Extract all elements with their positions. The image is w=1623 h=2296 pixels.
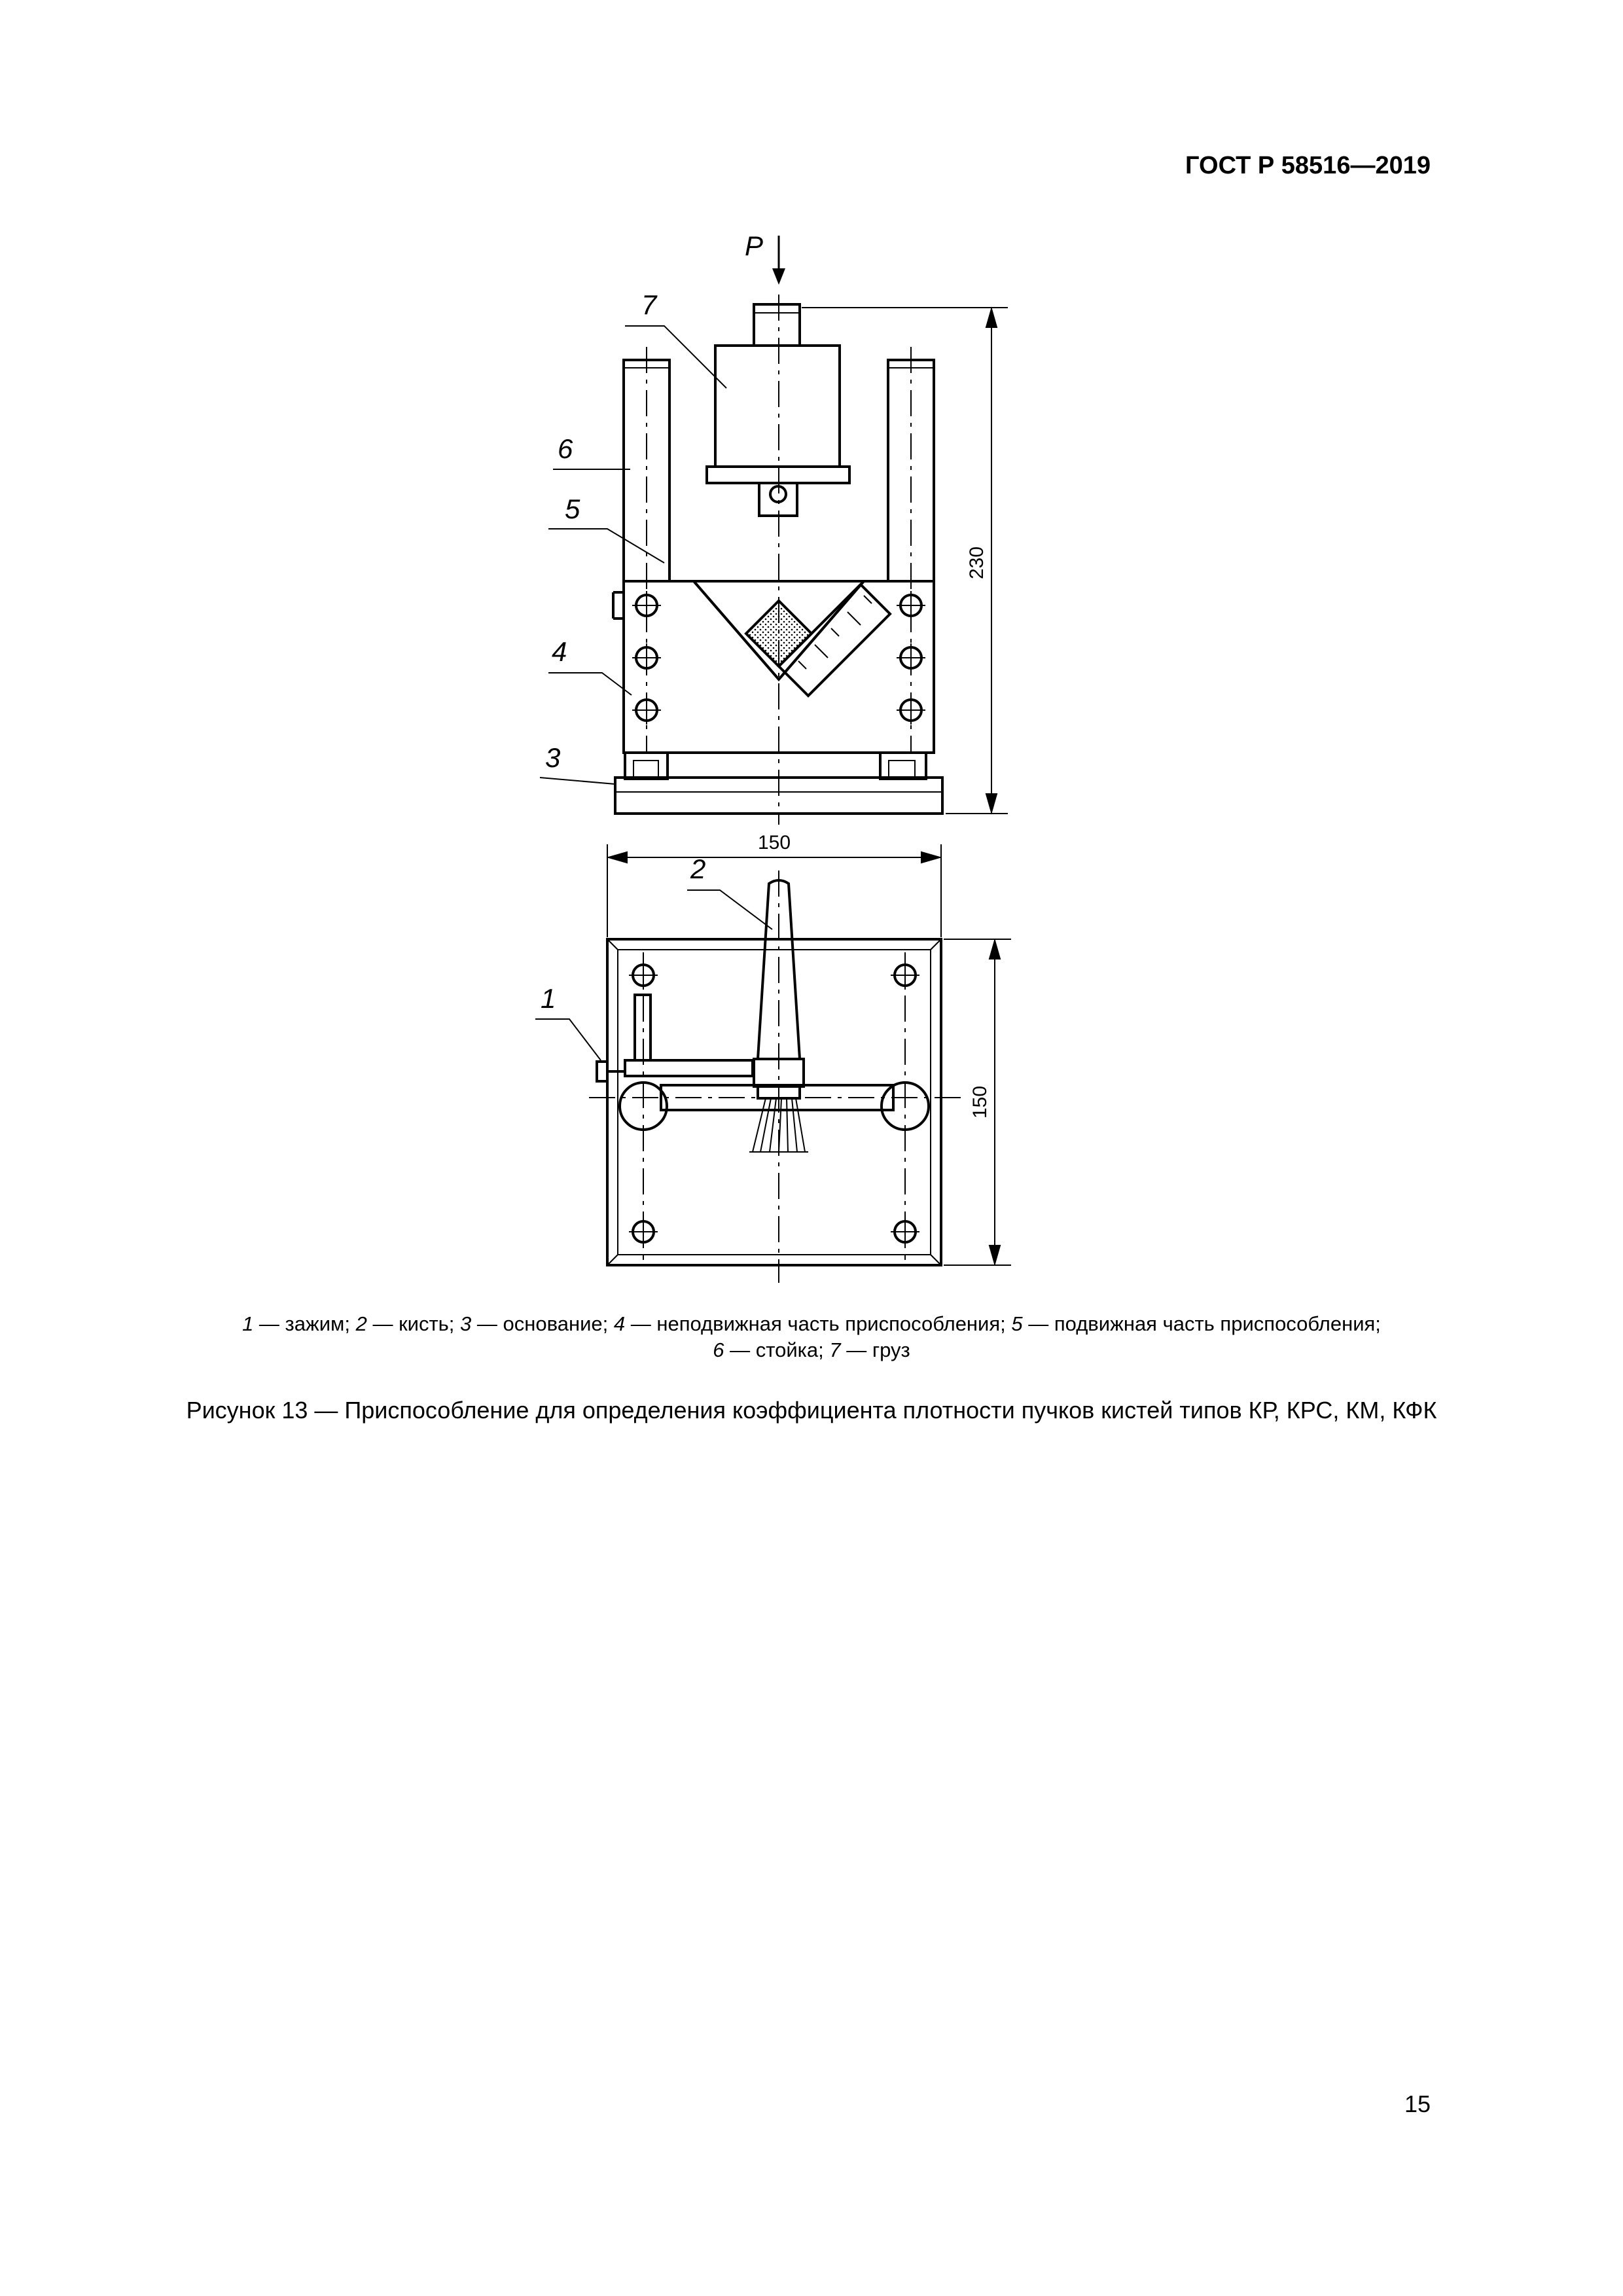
legend-text: — неподвижная часть приспособления; (625, 1312, 1012, 1335)
legend-num: 7 (829, 1338, 841, 1361)
legend-text: — груз (840, 1338, 910, 1361)
figure-legend (0, 1311, 1623, 1363)
callout-4: 4 (552, 636, 567, 667)
document-header: ГОСТ Р 58516—2019 (1185, 152, 1431, 179)
figure-caption: Рисунок 13 — Приспособление для определения коэффициента плотности пучков кистей типов КР, КРС, КМ, КФК (186, 1397, 1437, 1424)
force-label: P (745, 230, 764, 261)
callout-5: 5 (565, 493, 580, 524)
legend-num: 1 (242, 1312, 254, 1335)
legend-text: — подвижная часть приспособления; (1022, 1312, 1381, 1335)
legend-text: — стойка; (724, 1338, 830, 1361)
legend-text: — зажим; (253, 1312, 356, 1335)
callout-1: 1 (541, 983, 556, 1014)
legend-num: 3 (460, 1312, 472, 1335)
legend-num: 6 (713, 1338, 724, 1361)
legend-num: 2 (355, 1312, 367, 1335)
legend-text: — кисть; (366, 1312, 461, 1335)
legend-num: 4 (613, 1312, 626, 1335)
dimension-height-label: 230 (966, 546, 988, 580)
top-view (535, 870, 962, 1283)
callout-6: 6 (558, 433, 573, 464)
legend-line-1 (0, 1311, 1623, 1337)
callout-3: 3 (545, 742, 561, 773)
dimension-width-label: 150 (757, 832, 791, 853)
dimension-depth-label: 150 (969, 1085, 991, 1119)
page-number: 15 (1404, 2090, 1431, 2117)
legend-line-2 (0, 1337, 1623, 1363)
callout-2: 2 (690, 853, 706, 884)
legend-num: 5 (1011, 1312, 1023, 1335)
weight-block (715, 346, 840, 467)
callout-7: 7 (641, 289, 657, 320)
width-dimension (607, 844, 941, 937)
legend-text: — основание; (471, 1312, 614, 1335)
